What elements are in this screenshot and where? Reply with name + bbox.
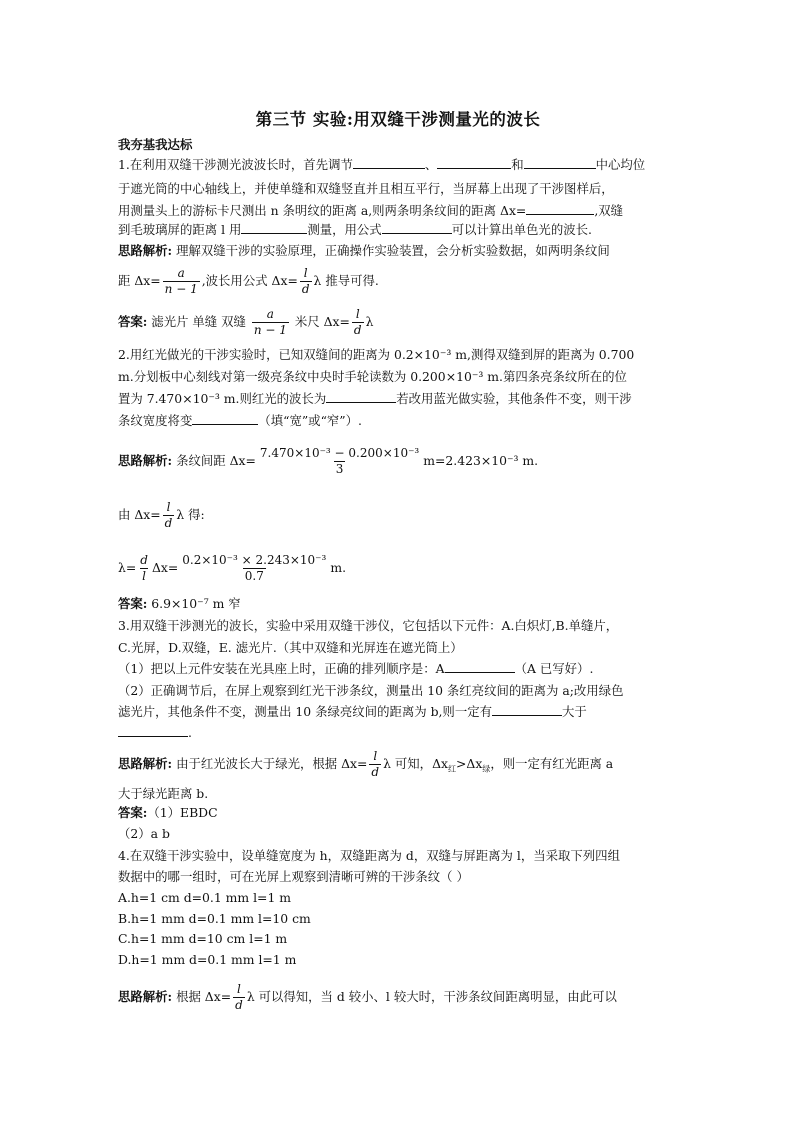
q1-blank-4	[526, 202, 594, 215]
q2-blank-2	[192, 412, 258, 425]
q2-line-3: 置为 7.470×10⁻³ m.则红光的波长为 若改用蓝光做实验，其他条件不变，则干涉	[118, 391, 632, 406]
q1-analysis-line-1: 思路解析: 理解双缝干涉的实验原理，正确操作实验装置，会分析实验数据，如两明条纹间	[118, 243, 610, 258]
q3-line-1: 3.用双缝干涉测光的波长，实验中采用双缝干涉仪，它包括以下元件：A.白炽灯,B.单缝片，	[118, 618, 619, 633]
q4-option-c: C.h=1 mm d=10 cm l=1 m	[118, 931, 288, 946]
q3-line-5: 滤光片，其他条件不变，测量出 10 条绿亮纹间的距离为 b,则一定有 大于	[118, 704, 587, 719]
q1-answer: 答案: 滤光片 单缝 双缝 $\frac{a}{n - 1}$ 米尺 Δx= $\frac{l}{d}$ λ	[118, 307, 374, 337]
q3-line-3: （1）把以上元件安装在光具座上时，正确的排列顺序是：A （A 已写好）.	[118, 661, 594, 676]
fraction-lambda: $\frac{\text{0.2×10⁻³ × 2.243×10⁻³}}{0.7}$	[182, 553, 327, 583]
q1-analysis-line-2: 距 Δx= $\frac{a}{n - 1}$ ,波长用公式 Δx= $\frac{l}{d}$ λ 推导可得.	[118, 266, 379, 296]
q4-option-b: B.h=1 mm d=0.1 mm l=10 cm	[118, 911, 311, 926]
q4-option-d: D.h=1 mm d=0.1 mm l=1 m	[118, 952, 297, 967]
q2-answer: 答案: 6.9×10⁻⁷ m 窄	[118, 596, 241, 611]
q1-line-4: 到毛玻璃屏的距离 l 用 测量，用公式 可以计算出单色光的波长.	[118, 222, 592, 237]
page-title: 第三节 实验:用双缝干涉测量光的波长	[255, 110, 541, 129]
fraction-a-over-n-1: $\frac{a}{n - 1}$	[164, 266, 198, 296]
fraction-l-over-d: $\frac{l}{d}$	[235, 982, 243, 1012]
fraction-spacing: $\frac{\text{7.470×10⁻³ − 0.200×10⁻³}}{3}$	[259, 446, 420, 476]
q1-blank-1	[353, 156, 425, 169]
q2-blank-1	[326, 390, 396, 403]
q3-line-6: .	[118, 724, 192, 742]
q2-line-2: m.分划板中心刻线对第一级亮条纹中央时手轮读数为 0.200×10⁻³ m.第四条亮条纹所在的位	[118, 369, 627, 384]
q3-blank-1	[445, 660, 515, 673]
fraction-l-over-d: $\frac{d}{l}$	[140, 553, 148, 583]
fraction-l-over-d: $\frac{l}{d}$	[353, 307, 362, 337]
q1-line-2: 于遮光筒的中心轴线上，并使单缝和双缝竖直并且相互平行，当屏幕上出现了干涉图样后，	[118, 181, 614, 196]
q4-option-a: A.h=1 cm d=0.1 mm l=1 m	[118, 890, 292, 905]
section-heading: 我夯基我达标	[118, 137, 193, 152]
q1-blank-5	[241, 221, 307, 234]
q4-line-2: 数据中的哪一组时，可在光屏上观察到清晰可辨的干涉条纹（ ）	[118, 869, 469, 884]
q2-lambda-formula: λ= $\frac{d}{l}$ Δx= $\frac{\text{0.2×10⁻³ × 2.243×10⁻³}}{0.7}$ m.	[118, 553, 347, 583]
q3-line-2: C.光屏，D.双缝，E. 滤光片.（其中双缝和光屏连在遮光筒上）	[118, 640, 463, 655]
q2-line-1: 2.用红光做光的干涉实验时，已知双缝间的距离为 0.2×10⁻³ m,测得双缝到屏的距离为 0.700	[118, 347, 635, 362]
q4-analysis: 思路解析: 根据 Δx= $\frac{l}{d}$ λ 可以得知，当 d 较小、l 较大时，干涉条纹间距离明显，由此可以	[118, 982, 617, 1012]
q1-blank-6	[382, 221, 452, 234]
fraction-l-over-d: $\frac{l}{d}$	[164, 500, 173, 530]
q2-analysis: 思路解析: 条纹间距 Δx= $\frac{\text{7.470×10⁻³ − 0.200×10⁻³}}{3}$ m=2.423×10⁻³ m.	[118, 446, 539, 476]
q3-analysis-line-2: 大于绿光距离 b.	[118, 786, 209, 801]
q3-answer: 答案:（1）EBDC	[118, 805, 218, 820]
q3-analysis: 思路解析: 由于红光波长大于绿光，根据 Δx= $\frac{l}{d}$ λ 可知，$\Delta x_红>\Delta x_绿$，则一定有红光距离 a	[118, 749, 614, 779]
q2-line-4: 条纹宽度将变 （填“宽”或“窄”）.	[118, 413, 362, 428]
q2-derivation: 由 Δx= $\frac{l}{d}$ λ 得:	[118, 500, 205, 530]
q3-line-4: （2）正确调节后，在屏上观察到红光干涉条纹，测量出 10 条红亮纹间的距离为 a;改用绿色	[118, 683, 624, 698]
q3-blank-3	[118, 724, 188, 737]
fraction-l-over-d: $\frac{l}{d}$	[301, 266, 310, 296]
q4-line-1: 4.在双缝干涉实验中，设单缝宽度为 h，双缝距离为 d，双缝与屏距离为 l，当采取下列四组	[118, 848, 620, 863]
q1-line-3: 用测量头上的游标卡尺测出 n 条明纹的距离 a,则两条明条纹间的距离 Δx= ,双缝	[118, 203, 624, 218]
fraction-l-over-d: $\frac{l}{d}$	[371, 749, 380, 779]
fraction-a-over-n-1: $\frac{a}{n - 1}$	[253, 307, 287, 337]
q1-blank-3	[524, 156, 596, 169]
q1-line-1: 1.在利用双缝干涉测光波波长时，首先调节 、 和 中心均位	[118, 157, 646, 172]
q3-answer-2: （2）a b	[118, 826, 170, 841]
q1-blank-2	[437, 156, 511, 169]
q3-blank-2	[492, 703, 562, 716]
